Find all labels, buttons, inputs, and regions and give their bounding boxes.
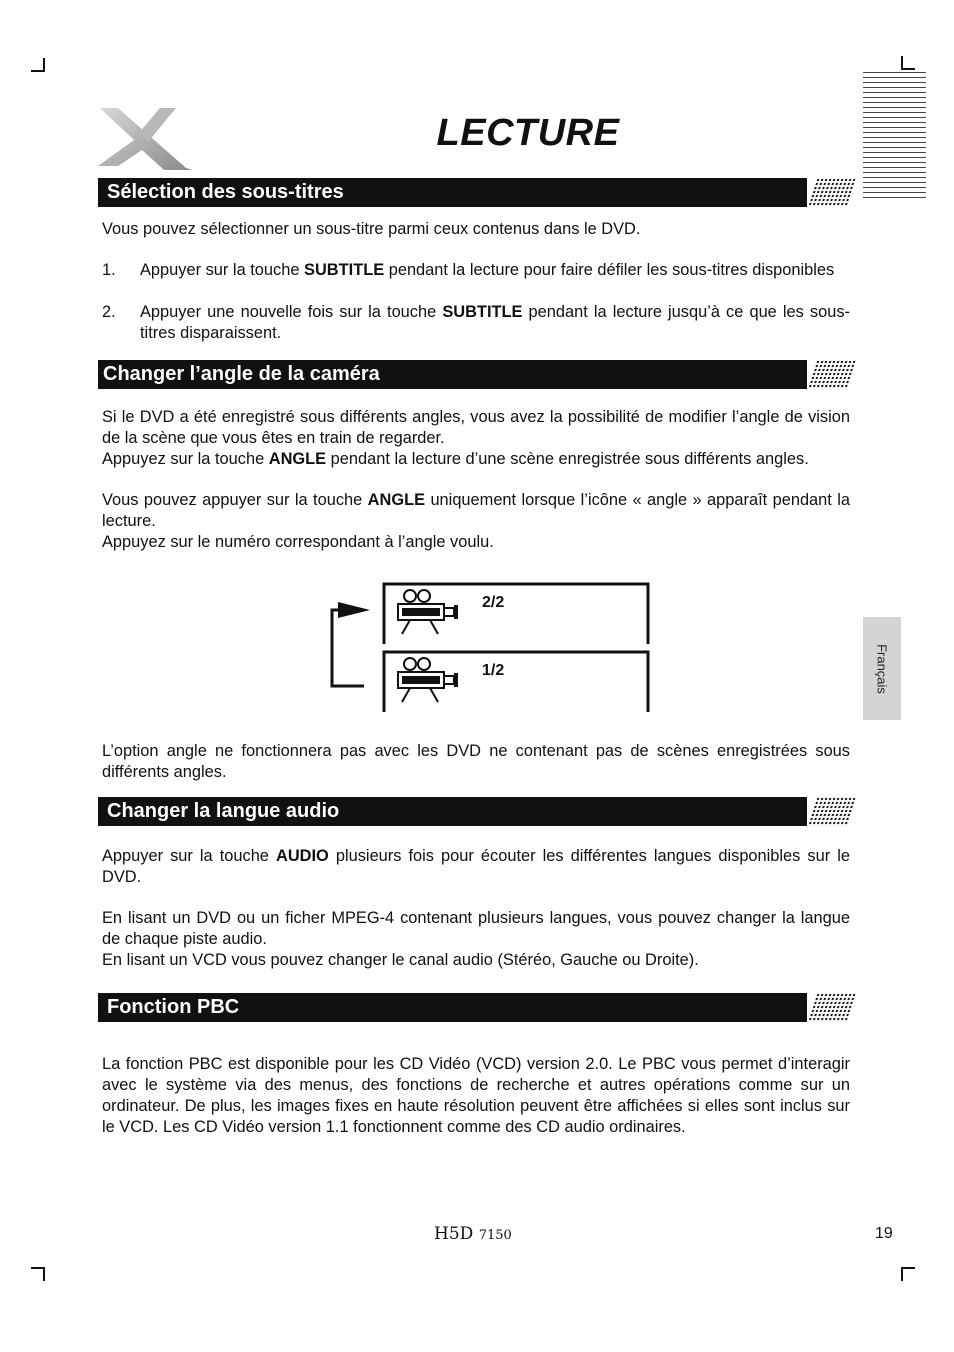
section-heading: Changer l’angle de la caméra bbox=[103, 363, 380, 385]
angle-label-top: 2/2 bbox=[482, 594, 505, 611]
key-name: SUBTITLE bbox=[442, 303, 523, 321]
page-number: 19 bbox=[875, 1225, 893, 1242]
section-header-audio bbox=[98, 797, 852, 826]
model-main: H5D bbox=[434, 1224, 474, 1244]
list-text bbox=[140, 260, 850, 281]
model-name bbox=[434, 1224, 512, 1244]
angle-paragraph-2: Appuyez sur la touche ANGLE pendant la lecture d’une scène enregistrée sous différents angles. bbox=[102, 450, 809, 468]
crop-mark-top-right-h bbox=[901, 68, 915, 70]
audio-paragraph-2: En lisant un DVD ou un ficher MPEG-4 contenant plusieurs langues, vous pouvez changer la langue de chaque piste audio. bbox=[102, 909, 850, 948]
language-side-tab bbox=[863, 617, 901, 720]
text-part: Appuyer une nouvelle fois sur la touche bbox=[140, 303, 443, 321]
text-part: Appuyer sur la touche bbox=[140, 261, 305, 279]
section-dots-decoration bbox=[807, 993, 856, 1022]
section-dots-decoration bbox=[807, 797, 856, 826]
angle-diagram bbox=[326, 580, 656, 716]
section-dots-decoration bbox=[807, 178, 856, 207]
crop-mark-top-left-h bbox=[31, 70, 45, 72]
section-header-subtitles bbox=[98, 178, 852, 207]
section-header-pbc bbox=[98, 993, 852, 1022]
angle-paragraph-4: Appuyez sur le numéro correspondant à l’angle voulu. bbox=[102, 533, 494, 551]
angle-label-bottom: 1/2 bbox=[482, 662, 505, 679]
key-name: SUBTITLE bbox=[304, 261, 385, 279]
decorative-stripes bbox=[863, 72, 926, 200]
angle-note: L’option angle ne fonctionnera pas avec les DVD ne contenant pas de scènes enregistrées sous différents angles. bbox=[102, 742, 850, 781]
section-heading: Fonction PBC bbox=[107, 996, 240, 1018]
list-text bbox=[140, 302, 850, 344]
angle-paragraph-1: Si le DVD a été enregistré sous différents angles, vous avez la possibilité de modifier l’angle de vision de la scène que vous êtes en train de regarder. bbox=[102, 408, 850, 447]
section-header-angle bbox=[98, 360, 852, 389]
pbc-paragraph: La fonction PBC est disponible pour les CD Vidéo (VCD) version 2.0. Le PBC vous permet d’interagir avec le système via des menus, des fonctions de recherche et autres opérations comme sur un ordinateur. De plus, les images fixes en haute résolution peuvent être affichées si elles sont inclus sur le VCD. Les CD Vidéo version 1.1 fonctionnent comme des CD audio ordinaires. bbox=[102, 1055, 850, 1136]
section-heading: Changer la langue audio bbox=[107, 800, 340, 822]
crop-mark-bottom-left-v bbox=[43, 1267, 45, 1281]
page-title: LECTURE bbox=[436, 112, 620, 154]
camera-icon bbox=[398, 658, 458, 702]
list-number: 2. bbox=[102, 303, 116, 321]
section-heading: Sélection des sous-titres bbox=[107, 181, 344, 203]
crop-mark-bottom-right-v bbox=[901, 1267, 903, 1281]
language-label: Français bbox=[874, 643, 890, 694]
text-part: pendant la lecture pour faire défiler les sous-titres disponibles bbox=[384, 261, 835, 279]
section-dots-decoration bbox=[807, 360, 856, 389]
model-number: 7150 bbox=[478, 1228, 512, 1243]
subtitles-intro: Vous pouvez sélectionner un sous-titre parmi ceux contenus dans le DVD. bbox=[102, 220, 641, 238]
list-number: 1. bbox=[102, 261, 116, 279]
crop-mark-bottom-right bbox=[901, 1267, 915, 1269]
brand-x-logo-icon bbox=[96, 104, 192, 172]
text-part: pendant la lecture jusqu’à ce que les sous-titres disparaissent. bbox=[140, 303, 851, 342]
audio-paragraph-3: En lisant un VCD vous pouvez changer le canal audio (Stéréo, Gauche ou Droite). bbox=[102, 951, 699, 969]
audio-paragraph-1: Appuyer sur la touche AUDIO plusieurs fois pour écouter les différentes langues disponibles sur le DVD. bbox=[102, 847, 850, 886]
angle-paragraph-3: Vous pouvez appuyer sur la touche ANGLE uniquement lorsque l’icône « angle » apparaît pendant la lecture. bbox=[102, 491, 850, 530]
camera-icon bbox=[398, 590, 458, 634]
